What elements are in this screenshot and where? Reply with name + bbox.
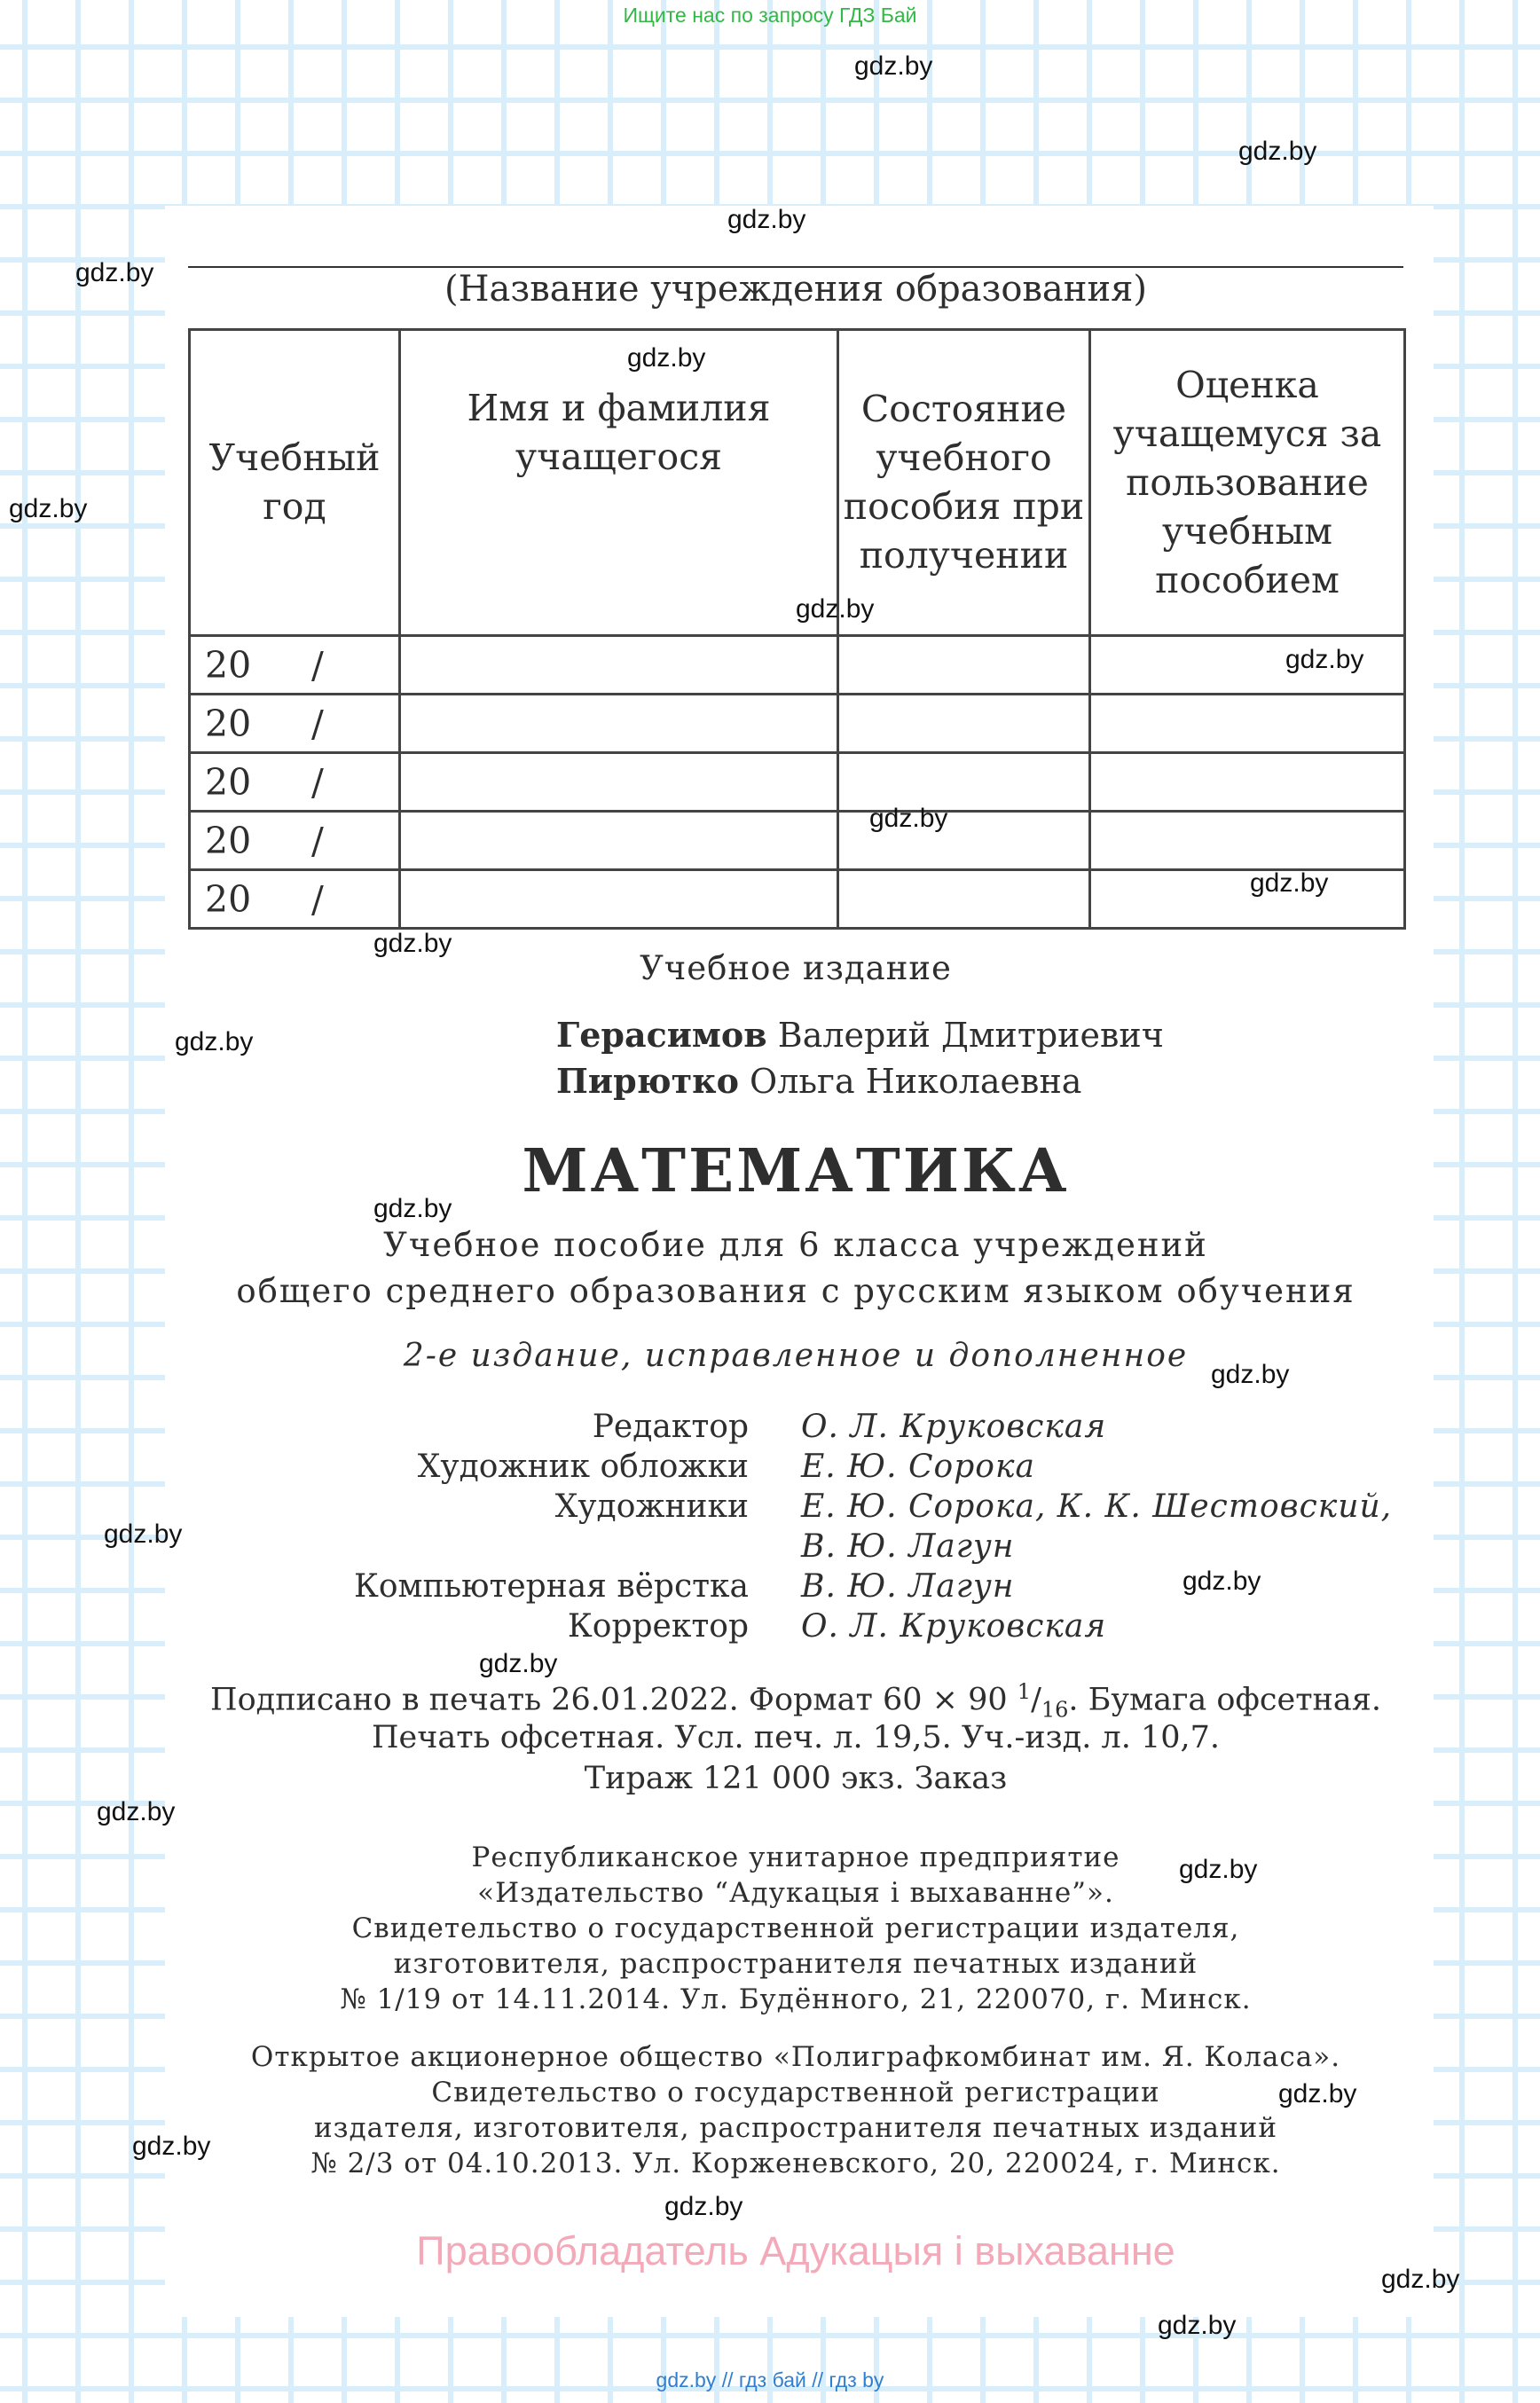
condition-cell: [838, 636, 1090, 695]
format-denominator: 16: [1041, 1697, 1069, 1723]
year-cell: [190, 870, 400, 929]
table-row: [190, 812, 1405, 870]
institution-caption: (Название учреждения образования): [444, 269, 1147, 310]
year-slash: /: [311, 877, 324, 921]
table-row: [190, 753, 1405, 812]
watermark: gdz.by: [373, 1194, 452, 1223]
table-row: [190, 870, 1405, 929]
year-slash: /: [311, 643, 324, 687]
year-cell: [190, 753, 400, 812]
watermark: gdz.by: [1285, 645, 1364, 674]
printer-line-4: № 2/3 от 04.10.2013. Ул. Корженевского, 20, 220024, г. Минск.: [310, 2148, 1281, 2179]
credit-role-layout: Компьютерная вёрстка: [353, 1568, 749, 1605]
publisher-line-3: Свидетельство о государственной регистрации издателя,: [351, 1912, 1240, 1944]
watermark: gdz.by: [1250, 868, 1329, 898]
textbook-register-table: [188, 328, 1406, 930]
publisher-line-4: изготовителя, распространителя печатных изданий: [393, 1948, 1198, 1980]
watermark: gdz.by: [796, 594, 875, 624]
printer-line-1: Открытое акционерное общество «Полиграфкомбинат им. Я. Коласа».: [250, 2041, 1341, 2073]
watermark: gdz.by: [175, 1027, 254, 1056]
watermark: gdz.by: [1182, 1567, 1261, 1596]
table-row: [190, 636, 1405, 695]
header-year: Учебный год: [190, 330, 400, 636]
watermark: gdz.by: [1158, 2311, 1237, 2340]
printer-line-3: издателя, изготовителя, распространителя печатных изданий: [314, 2112, 1277, 2144]
edition-type: Учебное издание: [640, 949, 952, 987]
header-student: Имя и фамилия учащегося: [400, 330, 838, 636]
format-slash: /: [1031, 1682, 1041, 1718]
subtitle-line-2: общего среднего образования с русским языком обучения: [236, 1272, 1355, 1310]
institution-line: [188, 266, 1403, 268]
watermark: gdz.by: [97, 1797, 176, 1826]
year-prefix: 20: [205, 760, 252, 804]
student-cell: [400, 753, 838, 812]
author-1-surname: Герасимов: [556, 1015, 767, 1055]
publisher-line-5: № 1/19 от 14.11.2014. Ул. Будённого, 21, 220070, г. Минск.: [340, 1983, 1252, 2015]
credit-role-artists: Художники: [554, 1488, 749, 1525]
watermark: gdz.by: [727, 205, 806, 234]
grade-cell: [1090, 753, 1405, 812]
watermark: gdz.by: [1381, 2265, 1460, 2294]
condition-cell: [838, 695, 1090, 753]
watermark: gdz.by: [75, 258, 154, 287]
watermark: gdz.by: [104, 1520, 183, 1549]
student-cell: [400, 870, 838, 929]
watermark: gdz.by: [373, 929, 452, 958]
bottom-banner-links[interactable]: gdz.by // гдз бай // гдз by: [656, 2368, 884, 2391]
credit-role-cover-artist: Художник обложки: [417, 1449, 749, 1485]
condition-cell: [838, 870, 1090, 929]
author-1: [556, 1015, 1164, 1055]
credit-name-layout: В. Ю. Лагун: [801, 1568, 1015, 1605]
watermark: gdz.by: [664, 2192, 743, 2221]
grade-cell: [1090, 812, 1405, 870]
table-row: [190, 695, 1405, 753]
year-slash: /: [311, 760, 324, 804]
year-prefix: 20: [205, 643, 252, 687]
edition-note: 2-е издание, исправленное и дополненное: [403, 1338, 1189, 1374]
grade-cell: [1090, 695, 1405, 753]
credit-name-editor: О. Л. Круковская: [801, 1409, 1107, 1445]
year-cell: [190, 695, 400, 753]
watermark: gdz.by: [1179, 1855, 1258, 1884]
student-cell: [400, 812, 838, 870]
author-2-surname: Пирютко: [556, 1061, 739, 1101]
year-slash: /: [311, 819, 324, 862]
watermark: gdz.by: [1211, 1360, 1290, 1389]
watermark: gdz.by: [479, 1649, 558, 1678]
publisher-line-1: Республиканское унитарное предприятие: [471, 1842, 1120, 1873]
header-condition: Состояние учебного пособия при получении: [838, 330, 1090, 636]
watermark: gdz.by: [869, 804, 948, 833]
print-info-line-3: Тираж 121 000 экз. Заказ: [584, 1761, 1008, 1796]
author-1-given: Валерий Дмитриевич: [777, 1016, 1164, 1055]
author-2-given: Ольга Николаевна: [750, 1062, 1082, 1101]
format-numerator: 1: [1017, 1679, 1032, 1704]
credit-name-artists: Е. Ю. Сорока, К. К. Шестовский,: [801, 1488, 1393, 1525]
watermark: gdz.by: [627, 343, 706, 373]
year-cell: [190, 812, 400, 870]
credit-name-cover-artist: Е. Ю. Сорока: [801, 1449, 1035, 1485]
grade-cell: [1090, 870, 1405, 929]
subtitle-line-1: Учебное пособие для 6 класса учреждений: [383, 1226, 1208, 1264]
print-line-1-end: . Бумага офсетная.: [1068, 1682, 1381, 1718]
watermark: gdz.by: [854, 51, 933, 81]
print-info-line-2: Печать офсетная. Усл. печ. л. 19,5. Уч.-изд. л. 10,7.: [371, 1720, 1221, 1755]
book-title: МАТЕМАТИКА: [522, 1135, 1070, 1205]
watermark: gdz.by: [132, 2132, 211, 2161]
print-line-1-start: Подписано в печать 26.01.2022. Формат 60 × 90: [210, 1682, 1018, 1718]
credit-role-proofreader: Корректор: [567, 1608, 749, 1645]
credit-name-artists-cont: В. Ю. Лагун: [801, 1528, 1015, 1565]
year-prefix: 20: [205, 877, 252, 921]
copyright-owner: Правообладатель Адукацыя і выхаванне: [416, 2228, 1175, 2273]
year-cell: [190, 636, 400, 695]
student-cell: [400, 695, 838, 753]
year-prefix: 20: [205, 702, 252, 745]
print-info-line-1: [188, 1679, 1403, 1723]
credit-role-editor: Редактор: [592, 1409, 749, 1445]
year-prefix: 20: [205, 819, 252, 862]
header-grade: Оценка учащемуся за пользование учебным пособием: [1090, 330, 1405, 636]
credit-name-proofreader: О. Л. Круковская: [801, 1608, 1107, 1645]
condition-cell: [838, 753, 1090, 812]
watermark: gdz.by: [9, 494, 88, 523]
printer-line-2: Свидетельство о государственной регистрации: [431, 2077, 1160, 2109]
student-cell: [400, 636, 838, 695]
table-header-row: [190, 330, 1405, 636]
watermark: gdz.by: [1278, 2079, 1357, 2109]
year-slash: /: [311, 702, 324, 745]
watermark: gdz.by: [1238, 137, 1317, 166]
top-banner-link[interactable]: Ищите нас по запросу ГДЗ Бай: [623, 4, 917, 27]
publisher-line-2: «Издательство “Адукацыя і выхаванне”».: [477, 1877, 1114, 1909]
author-2: [556, 1061, 1081, 1101]
